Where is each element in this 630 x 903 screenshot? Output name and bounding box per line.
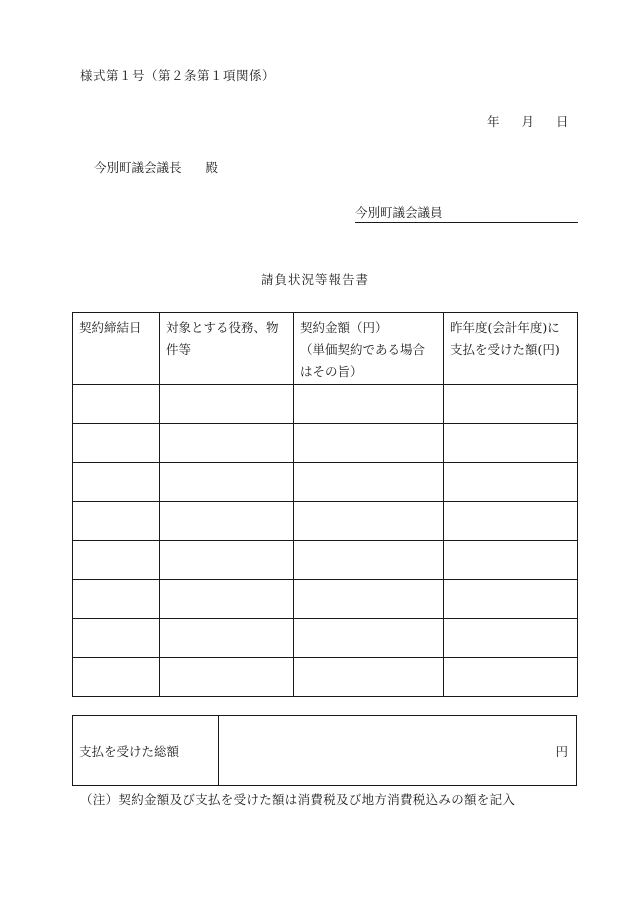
cell-contract-amount[interactable]: [294, 502, 444, 541]
cell-contract-date[interactable]: [73, 541, 160, 580]
date-year: 年: [487, 114, 500, 129]
header-contract-date: [73, 313, 160, 385]
cell-paid-amount[interactable]: [444, 541, 578, 580]
cell-contract-date[interactable]: [73, 385, 160, 424]
cell-service-item[interactable]: [160, 502, 294, 541]
table-row: [73, 580, 578, 619]
table-row: [73, 385, 578, 424]
table-row: [73, 658, 578, 697]
cell-contract-date[interactable]: [73, 463, 160, 502]
table-row: [73, 619, 578, 658]
addressee-honorific: 殿: [205, 160, 219, 175]
cell-service-item[interactable]: [160, 658, 294, 697]
header-paid-amount: [444, 313, 578, 385]
cell-paid-amount[interactable]: [444, 658, 578, 697]
cell-contract-date[interactable]: [73, 502, 160, 541]
footnote: （注）契約金額及び支払を受けた額は消費税及び地方消費税込みの額を記入: [80, 792, 516, 807]
header-line: 契約金額（円）: [300, 320, 388, 335]
header-contract-amount: [294, 313, 444, 385]
table-row: [73, 502, 578, 541]
reporter-line: [355, 203, 578, 223]
form-number: 様式第１号（第２条第１項関係）: [80, 68, 276, 83]
cell-paid-amount[interactable]: [444, 385, 578, 424]
document-title: 請負状況等報告書: [260, 272, 369, 287]
cell-contract-date[interactable]: [73, 580, 160, 619]
cell-contract-amount[interactable]: [294, 424, 444, 463]
cell-contract-date[interactable]: [73, 658, 160, 697]
cell-contract-date[interactable]: [73, 619, 160, 658]
table-row: [73, 463, 578, 502]
header-line: 支払を受けた額(円): [450, 342, 560, 357]
cell-contract-amount[interactable]: [294, 385, 444, 424]
table-row: [73, 541, 578, 580]
header-line: はその旨）: [300, 364, 363, 379]
header-line: （単価契約である場合: [300, 342, 426, 357]
cell-service-item[interactable]: [160, 385, 294, 424]
contract-table-header-row: [73, 313, 578, 385]
table-row: [73, 424, 578, 463]
total-table: [72, 715, 577, 786]
date-month: 月: [521, 114, 535, 129]
cell-contract-amount[interactable]: [294, 541, 444, 580]
header-service-item: [160, 313, 294, 385]
cell-paid-amount[interactable]: [444, 580, 578, 619]
cell-service-item[interactable]: [160, 580, 294, 619]
total-value[interactable]: [219, 716, 577, 786]
total-label: 支払を受けた総額: [73, 716, 219, 786]
addressee-name: 今別町議会議長: [94, 160, 182, 175]
date-line: [487, 112, 569, 130]
cell-contract-amount[interactable]: [294, 580, 444, 619]
cell-paid-amount[interactable]: [444, 619, 578, 658]
cell-service-item[interactable]: [160, 424, 294, 463]
header-line: 対象とする役務、物: [166, 320, 279, 335]
cell-contract-amount[interactable]: [294, 658, 444, 697]
header-line: 契約締結日: [79, 320, 142, 335]
contract-table: [72, 312, 578, 697]
cell-service-item[interactable]: [160, 463, 294, 502]
cell-service-item[interactable]: [160, 541, 294, 580]
cell-contract-amount[interactable]: [294, 463, 444, 502]
cell-paid-amount[interactable]: [444, 502, 578, 541]
cell-contract-amount[interactable]: [294, 619, 444, 658]
header-line: 昨年度(会計年度)に: [450, 320, 560, 335]
date-day: 日: [556, 114, 569, 129]
header-line: 件等: [166, 342, 192, 357]
cell-service-item[interactable]: [160, 619, 294, 658]
total-unit: 円: [555, 743, 568, 759]
cell-paid-amount[interactable]: [444, 424, 578, 463]
addressee: [94, 158, 218, 176]
cell-paid-amount[interactable]: [444, 463, 578, 502]
total-row: [73, 716, 577, 786]
reporter-label: 今別町議会議員: [355, 205, 443, 220]
cell-contract-date[interactable]: [73, 424, 160, 463]
